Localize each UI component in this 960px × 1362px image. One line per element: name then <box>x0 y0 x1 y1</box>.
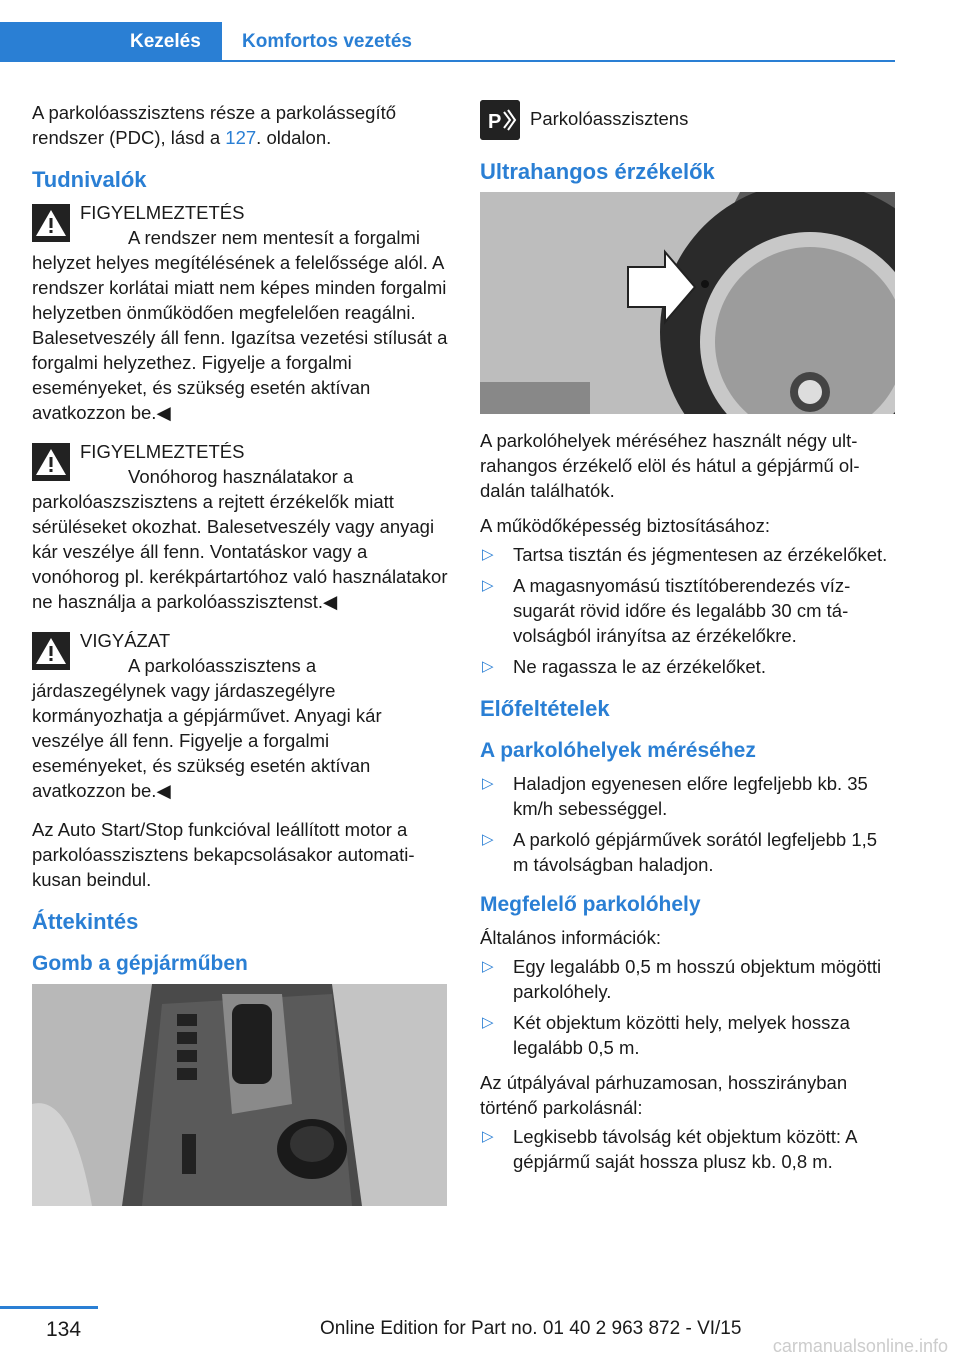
general-intro: Általános információk: <box>480 927 661 948</box>
triangle-bullet-icon: ▷ <box>482 958 494 975</box>
tab-kezeles[interactable]: Kezelés <box>0 22 222 62</box>
header-tabbar <box>0 22 895 62</box>
general-list <box>480 954 896 1060</box>
warning-triangle-icon <box>32 443 70 481</box>
function-intro: A működőképesség biztosításához: <box>480 515 771 536</box>
caution-triangle-icon <box>32 632 70 670</box>
list-item: ▷ Ne ragassza le az érzékelőket. <box>482 656 766 677</box>
list-item: ▷ Egy legalább 0,5 m hosszú objektum mögötti parkolóhely. <box>482 956 882 1002</box>
tab-komfortos-vezetes[interactable]: Komfortos vezetés <box>242 31 412 52</box>
heading-attekintes: Áttekintés <box>32 909 139 934</box>
meres-list <box>480 771 896 877</box>
warning-triangle-icon <box>32 204 70 242</box>
list-item: ▷ A magasnyomású tisztítóberendezés vízsugarát rövid időre és legalább 30 cm távolságból irányítsa az érzékelőkre. <box>482 575 851 646</box>
watermark: carmanualsonline.info <box>772 1336 948 1356</box>
triangle-bullet-icon: ▷ <box>482 658 494 675</box>
right-column <box>480 100 896 1184</box>
warning-text: Vonóhorog használatakor a parkolóaszszisztens a rejtett érzékelők miatt sérüléseket okozhat. Balesetveszély vagy anyagi kár veszélye áll fenn. Vontatáskor vagy a vonóhorog pl. kerékpártartóhoz való használatakor ne használja a parkolóasszisztenst.◀ <box>32 466 448 612</box>
tab-underline <box>222 60 895 62</box>
list-item: ▷ Tartsa tisztán és jégmentesen az érzékelőket. <box>482 544 888 565</box>
heading-tudnivalok: Tudnivalók <box>32 167 147 192</box>
heading-megfelelo: Megfelelő parkolóhely <box>480 893 701 916</box>
warning-title: FIGYELMEZTETÉS <box>80 202 245 223</box>
warning-block-1 <box>32 200 448 425</box>
heading-elofeltetelek: Előfeltételek <box>480 696 610 721</box>
triangle-bullet-icon: ▷ <box>482 1014 494 1031</box>
left-column <box>32 100 448 1220</box>
caution-title: VIGYÁZAT <box>80 630 171 651</box>
list-item: ▷ A parkoló gépjárművek sorától legfeljebb 1,5 m távolságban haladjon. <box>482 829 878 875</box>
intro-paragraph: A parkolóasszisztens része a parkolássegítő rendszer (PDC), lásd a 127. oldalon. <box>32 102 397 148</box>
parallel-intro: Az útpályával párhuzamosan, hosszirányban történő parkolásnál: <box>480 1072 848 1118</box>
edition-note: Online Edition for Part no. 01 40 2 963 872 - VI/15 <box>320 1318 742 1339</box>
park-assist-button-label: Parkolóasszisztens <box>530 108 689 129</box>
list-item: ▷ Két objektum közötti hely, melyek hossza legalább 0,5 m. <box>482 1012 850 1058</box>
page-link-127[interactable]: 127 <box>225 127 257 148</box>
footer-accent-line <box>0 1306 98 1309</box>
park-assist-button-row <box>480 100 896 140</box>
center-console-illustration <box>32 984 447 1206</box>
caution-block <box>32 628 448 803</box>
heading-ultrahang: Ultrahangos érzékelők <box>480 159 715 184</box>
heading-meres: A parkolóhelyek méréséhez <box>480 739 756 762</box>
park-assist-icon <box>480 100 520 140</box>
list-item: ▷ Legkisebb távolság két objektum között: A gépjármű saját hossza plusz kb. 0,8 m. <box>482 1126 857 1172</box>
heading-gomb: Gomb a gépjárműben <box>32 952 248 975</box>
triangle-bullet-icon: ▷ <box>482 831 494 848</box>
svg-text:P: P <box>488 111 502 133</box>
autostart-paragraph: Az Auto Start/Stop funkcióval leállított motor a parkolóasszisztens bekapcsolásakor automatikusan beindul. <box>32 819 415 890</box>
caution-text: A parkolóasszisztens a járdaszegélynek vagy járdaszegélyre kormányozhatja a gépjárművet. Anyagi kár veszélye áll fenn. Figyelje a forgalmi eseményeket, és szükség esetén aktívan avatkozzon be.◀ <box>32 655 382 801</box>
console-photo <box>32 984 447 1206</box>
sensor-photo <box>480 192 895 414</box>
page-number: 134 <box>46 1318 82 1341</box>
warning-title: FIGYELMEZTETÉS <box>80 441 245 462</box>
function-list <box>480 542 896 679</box>
triangle-bullet-icon: ▷ <box>482 1128 494 1145</box>
triangle-bullet-icon: ▷ <box>482 775 494 792</box>
warning-text: A rendszer nem mentesít a forgalmi helyzet helyes megítélésének a felelőssége alól. A rendszer korlátai miatt nem képes minden forgalmi helyzetben önműködően megfelelően reagálni. Balesetveszély áll fenn. Igazítsa vezetési stílusát a forgalmi helyzethez. Figyelje a forgalmi eseményeket, és szükség esetén aktívan avatkozzon be.◀ <box>32 227 448 423</box>
warning-block-2 <box>32 439 448 614</box>
list-item: ▷ Haladjon egyenesen előre legfeljebb kb. 35 km/h sebességgel. <box>482 773 868 819</box>
sensor-paragraph: A parkolóhelyek méréséhez használt négy ultrahangos érzékelő elöl és hátul a gépjármű oldalán találhatók. <box>480 430 860 501</box>
triangle-bullet-icon: ▷ <box>482 546 494 563</box>
sensor-location-illustration <box>480 192 895 414</box>
triangle-bullet-icon: ▷ <box>482 577 494 594</box>
parallel-list <box>480 1124 896 1174</box>
